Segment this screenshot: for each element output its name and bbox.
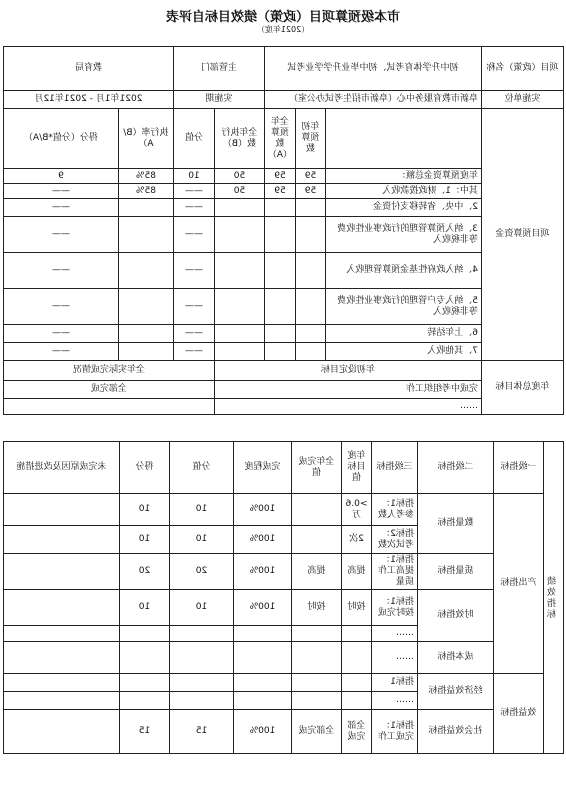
budget-cell — [264, 289, 295, 325]
third-level-indicator: 指标1：提高工作质量 — [372, 554, 418, 590]
perf-cell — [4, 642, 120, 674]
budget-row-label: 5、纳入专户管理的行政事业性收费等非税收入 — [326, 289, 482, 325]
perf-cell — [292, 692, 342, 710]
perf-cell — [4, 526, 120, 554]
perf-section-label: 绩效指标 — [544, 442, 564, 754]
budget-col-header: 得分（分值*B/A） — [3, 109, 118, 169]
perf-col-header: 二级指标 — [418, 442, 494, 494]
perf-col-header: 一级指标 — [494, 442, 544, 494]
second-level-indicator: 社会效益指标 — [418, 710, 494, 754]
perf-col-header: 完成程度 — [234, 442, 292, 494]
perf-cell — [292, 526, 342, 554]
perf-cell: 100% — [234, 526, 292, 554]
annual-goal-label: 年度总体目标 — [482, 361, 564, 415]
budget-col-header: 全年执行数（B） — [214, 109, 264, 169]
perf-cell: 10 — [120, 590, 170, 626]
period-label: 实施期 — [173, 91, 264, 109]
budget-cell: —— — [173, 217, 214, 253]
page-title: 市本级预算项目（政策）绩效目标自评表 — [166, 10, 401, 25]
third-level-indicator: …… — [372, 626, 418, 642]
perf-cell: 10 — [170, 590, 234, 626]
perf-cell — [170, 674, 234, 692]
budget-cell — [264, 253, 295, 289]
budget-cell — [296, 253, 326, 289]
dept: 教育局 — [3, 47, 173, 91]
budget-cell: 50 — [214, 169, 264, 184]
budget-cell: 10 — [173, 169, 214, 184]
period: 2021年1月 - 2021年12月 — [3, 91, 173, 109]
budget-cell — [118, 217, 173, 253]
perf-cell — [170, 692, 234, 710]
goal-cell: 全部完成 — [3, 381, 214, 399]
perf-cell — [342, 692, 372, 710]
budget-cell — [214, 325, 264, 343]
perf-cell: 10 — [170, 526, 234, 554]
budget-cell — [296, 217, 326, 253]
perf-cell — [234, 626, 292, 642]
perf-cell: 10 — [170, 494, 234, 526]
budget-cell: 59 — [296, 184, 326, 199]
budget-row-label: 6、上年结转 — [326, 325, 482, 343]
budget-cell: 59 — [296, 169, 326, 184]
perf-cell: 100% — [234, 590, 292, 626]
perf-col-header: 三级指标 — [372, 442, 418, 494]
budget-cell — [118, 325, 173, 343]
goal-cell: 完成中考组织工作 — [214, 381, 481, 399]
perf-col-header: 年度目标值 — [342, 442, 372, 494]
perf-cell: 提高 — [342, 554, 372, 590]
perf-cell — [4, 590, 120, 626]
impl-unit: 阜新市教育服务中心（阜新市招生考试办公室） — [264, 91, 481, 109]
budget-cell — [118, 199, 173, 217]
goal-cell: …… — [214, 399, 481, 415]
third-level-indicator: 指标1 — [372, 674, 418, 692]
budget-row-label: 其中：1、财政拨款收入 — [326, 184, 482, 199]
budget-cell: 85% — [118, 169, 173, 184]
budget-col-header: 年初预算数 — [296, 109, 326, 169]
third-level-indicator: …… — [372, 692, 418, 710]
budget-col-header: 全年预算数（A） — [264, 109, 295, 169]
perf-cell — [120, 626, 170, 642]
budget-cell — [296, 343, 326, 361]
budget-cell: 9 — [3, 169, 118, 184]
perf-cell: 按时 — [342, 590, 372, 626]
budget-cell — [118, 253, 173, 289]
perf-cell: 100% — [234, 710, 292, 754]
project-name-label: 项目（政策）名称 — [482, 47, 564, 91]
perf-cell — [234, 642, 292, 674]
perf-cell — [292, 494, 342, 526]
second-level-indicator: 成本指标 — [418, 642, 494, 674]
budget-cell: —— — [173, 289, 214, 325]
budget-cell — [214, 253, 264, 289]
perf-cell — [120, 692, 170, 710]
perf-cell — [4, 692, 120, 710]
second-level-indicator: 时效指标 — [418, 590, 494, 642]
budget-cell: —— — [173, 199, 214, 217]
perf-cell: 全部完成 — [292, 710, 342, 754]
budget-table — [3, 46, 564, 415]
perf-cell — [120, 642, 170, 674]
perf-cell — [170, 642, 234, 674]
perf-cell — [342, 674, 372, 692]
project-name: 初中升学体育考试、初中毕业升学学业考试 — [264, 47, 481, 91]
perf-cell: 按时 — [292, 590, 342, 626]
budget-cell — [296, 199, 326, 217]
budget-cell — [296, 325, 326, 343]
blank-cell — [326, 109, 482, 169]
perf-cell — [170, 626, 234, 642]
third-level-indicator: …… — [372, 642, 418, 674]
budget-row-label: 3、纳入预算管理的行政事业性收费等非税收入 — [326, 217, 482, 253]
budget-cell — [118, 289, 173, 325]
page-year: （2021年度） — [256, 25, 310, 34]
perf-cell — [4, 626, 120, 642]
perf-col-header: 得分 — [120, 442, 170, 494]
budget-cell: —— — [173, 253, 214, 289]
budget-cell — [214, 289, 264, 325]
budget-cell: —— — [3, 199, 118, 217]
second-level-indicator: 质量指标 — [418, 554, 494, 590]
perf-col-header: 分值 — [170, 442, 234, 494]
perf-col-header: 全年完成值 — [292, 442, 342, 494]
third-level-indicator: 指标1：按时完成 — [372, 590, 418, 626]
budget-cell: 59 — [264, 184, 295, 199]
dept-label: 主管部门 — [173, 47, 264, 91]
third-level-indicator: 指标2：考试次数 — [372, 526, 418, 554]
impl-unit-label: 实施单位 — [482, 91, 564, 109]
perf-cell — [292, 674, 342, 692]
perf-col-header: 未完成原因及改进措施 — [4, 442, 120, 494]
perf-cell: 2次 — [342, 526, 372, 554]
goal-cell — [3, 399, 214, 415]
perf-cell — [4, 710, 120, 754]
goal-col-header: 年初设定目标 — [214, 361, 481, 381]
budget-cell: —— — [3, 217, 118, 253]
perf-cell — [4, 554, 120, 590]
perf-cell: 全部完成 — [342, 710, 372, 754]
perf-cell: 15 — [120, 710, 170, 754]
second-level-indicator: 数量指标 — [418, 494, 494, 554]
budget-cell — [214, 199, 264, 217]
budget-cell: —— — [3, 325, 118, 343]
budget-col-header: 分值 — [173, 109, 214, 169]
third-level-indicator: 指标1：完成工作 — [372, 710, 418, 754]
budget-row-label: 年度预算资金总额： — [326, 169, 482, 184]
budget-cell — [214, 217, 264, 253]
perf-cell — [234, 692, 292, 710]
perf-cell — [234, 674, 292, 692]
budget-col-header: 执行率（B/A） — [118, 109, 173, 169]
budget-section-label: 项目预算资金 — [482, 109, 564, 361]
perf-cell: >0.6万 — [342, 494, 372, 526]
perf-cell — [292, 642, 342, 674]
perf-cell — [342, 642, 372, 674]
perf-cell — [292, 626, 342, 642]
budget-row-label: 7、其他收入 — [326, 343, 482, 361]
budget-cell: 50 — [214, 184, 264, 199]
perf-cell: 提高 — [292, 554, 342, 590]
budget-cell: —— — [173, 325, 214, 343]
perf-cell: 100% — [234, 494, 292, 526]
budget-cell — [264, 325, 295, 343]
perf-cell — [4, 674, 120, 692]
budget-cell: —— — [3, 343, 118, 361]
budget-cell — [118, 343, 173, 361]
budget-cell — [264, 343, 295, 361]
goal-col-header: 全年实际完成情况 — [3, 361, 214, 381]
third-level-indicator: 指标1：参考人数 — [372, 494, 418, 526]
budget-cell — [214, 343, 264, 361]
budget-cell: —— — [173, 343, 214, 361]
perf-cell: 15 — [170, 710, 234, 754]
budget-row-label: 4、纳入政府性基金预算管理收入 — [326, 253, 482, 289]
budget-cell: 59 — [264, 169, 295, 184]
budget-cell — [296, 289, 326, 325]
budget-cell — [264, 199, 295, 217]
perf-cell: 20 — [120, 554, 170, 590]
budget-cell: 85% — [118, 184, 173, 199]
perf-cell — [4, 494, 120, 526]
perf-cell: 20 — [170, 554, 234, 590]
perf-cell: 10 — [120, 494, 170, 526]
perf-table — [3, 441, 564, 754]
benefit-indicator-label: 效益指标 — [494, 674, 544, 754]
budget-cell — [264, 217, 295, 253]
perf-cell — [120, 674, 170, 692]
budget-cell: —— — [3, 253, 118, 289]
perf-cell: 100% — [234, 554, 292, 590]
budget-cell: —— — [173, 184, 214, 199]
budget-row-label: 2、中央、省转移支付资金 — [326, 199, 482, 217]
perf-cell — [342, 626, 372, 642]
perf-cell: 10 — [120, 526, 170, 554]
output-indicator-label: 产出指标 — [494, 494, 544, 674]
budget-cell: —— — [3, 289, 118, 325]
budget-cell: —— — [3, 184, 118, 199]
second-level-indicator: 经济效益指标 — [418, 674, 494, 710]
